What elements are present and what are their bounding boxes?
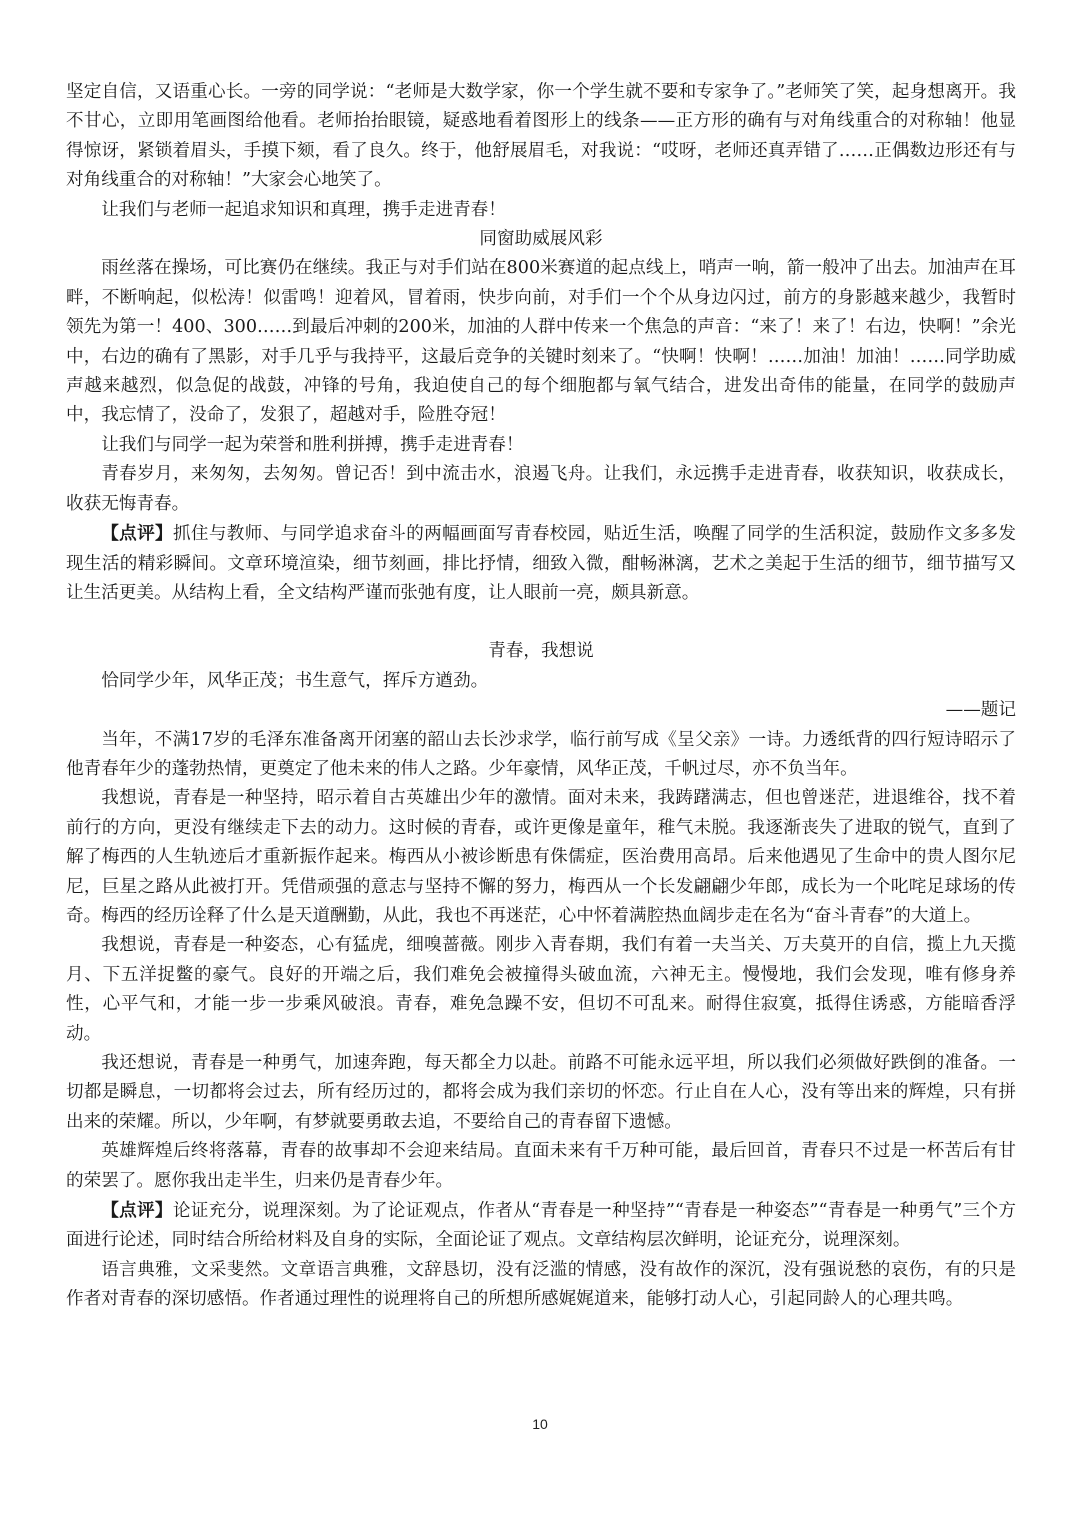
section-gap [66,608,1016,637]
essay-paragraph: 当年，不满17岁的毛泽东准备离开闭塞的韶山去长沙求学，临行前写成《呈父亲》一诗。力透纸背的四行短诗昭示了他青春年少的蓬勃热情，更奠定了他未来的伟人之路。少年豪情，风华正茂，千帆过尽，亦不负当年。 [66,729,1016,779]
paragraph-conclusion: 青春岁月，来匆匆，去匆匆。曾记否！到中流击水，浪遏飞舟。让我们，永远携手走进青春，收获知识，收获成长，收获无悔青春。 [66,464,1016,514]
review-tag: 【点评】 [101,523,173,545]
epigraph-sign: ——题记 [945,700,1016,721]
epigraph: 恰同学少年，风华正茂；书生意气，挥斥方遒劲。 [101,670,489,691]
essay-paragraph: 我想说，青春是一种坚持，昭示着自古英雄出少年的激情。面对未来，我踌躇满志，但也曾迷茫，进退维谷，找不着前行的方向，更没有继续走下去的动力。这时候的青春，或许更像是童年，稚气未脱。我逐渐丧失了进取的锐气，直到了解了梅西的人生轨迹后才重新振作起来。梅西从小被诊断患有侏儒症，医治费用高昂。后来他遇见了生命中的贵人图尔尼尼，巨星之路从此被打开。凭借顽强的意志与坚持不懈的努力，梅西从一个长发翩翩少年郎，成长为一个叱咤足球场的传奇。梅西的经历诠释了什么是天道酬勤，从此，我也不再迷茫，心中怀着满腔热血阔步走在名为“奋斗青春”的大道上。 [66,788,1016,926]
paragraph-teacher-summary: 让我们与老师一起追求知识和真理，携手走进青春！ [101,199,506,220]
review-tag: 【点评】 [101,1200,173,1222]
document-body [66,78,1016,1315]
essay-paragraph: 我想说，青春是一种姿态，心有猛虎，细嗅蔷薇。刚步入青春期，我们有着一夫当关、万夫莫开的自信，揽上九天揽月、下五洋捉鳖的豪气。良好的开端之后，我们难免会被撞得头破血流，六神无主。慢慢地，我们会发现，唯有修身养性，心平气和，才能一步一步乘风破浪。青春，难免急躁不安，但切不可乱来。耐得住寂寞，抵得住诱惑，方能暗香浮动。 [66,935,1016,1044]
review-paragraph-1 [66,519,1016,608]
closing-paragraph: 语言典雅，文采斐然。文章语言典雅，文辞恳切，没有泛滥的情感，没有故作的深沉，没有强说愁的哀伤，有的只是作者对青春的深切感悟。作者通过理性的说理将自己的所想所感娓娓道来，能够打动人心，引起同龄人的心理共鸣。 [66,1259,1016,1310]
essay-paragraph: 我还想说，青春是一种勇气，加速奔跑，每天都全力以赴。前路不可能永远平坦，所以我们必须做好跌倒的准备。一切都是瞬息，一切都将会过去，所有经历过的，都将会成为我们亲切的怀恋。行止自在人心，没有等出来的辉煌，只有拼出来的荣耀。所以，少年啊，有梦就要勇敢去追，不要给自己的青春留下遗憾。 [66,1053,1016,1132]
page-number: 10 [532,1416,548,1432]
review-paragraph-2 [66,1196,1016,1256]
paragraph-race: 雨丝落在操场，可比赛仍在继续。我正与对手们站在800米赛道的起点线上，哨声一响，箭一般冲了出去。加油声在耳畔，不断响起，似松涛！似雷鸣！迎着风，冒着雨，快步向前，对手们一个个从身边闪过，前方的身影越来越少，我暂时领先为第一！400、300……到最后冲刺的200米，加油的人群中传来一个焦急的声音：“来了！来了！右边，快啊！”余光中，右边的确有了黑影，对手几乎与我持平，这最后竞争的关键时刻来了。“快啊！快啊！……加油！加油！……同学助威声越来越烈，似急促的战鼓，冲锋的号角，我迫使自己的每个细胞都与氧气结合，进发出奇伟的能量，在同学的鼓励声中，我忘情了，没命了，发狠了，超越对手，险胜夺冠！ [66,258,1016,426]
review-text: 论证充分，说理深刻。为了论证观点，作者从“青春是一种坚持”“青春是一种姿态”“青春是一种勇气”三个方面进行论述，同时结合所给材料及自身的实际，全面论证了观点。文章结构层次鲜明，论证充分，说理深刻。 [66,1201,1016,1251]
paragraph-classmates-summary: 让我们与同学一起为荣誉和胜利拼搏，携手走进青春！ [101,434,524,455]
essay-title: 青春，我想说 [488,641,594,662]
subtitle-classmates: 同窗助威展风彩 [479,229,603,250]
paragraph-continued: 坚定自信，又语重心长。一旁的同学说：“老师是大数学家，你一个学生就不要和专家争了。”老师笑了笑，起身想离开。我不甘心，立即用笔画图给他看。老师抬抬眼镜，疑惑地看着图形上的线条——正方形的确有与对角线重合的对称轴！他显得惊讶，紧锁着眉头，手摸下颏，看了良久。终于，他舒展眉毛，对我说：“哎呀，老师还真弄错了……正偶数边形还有与对角线重合的对称轴！”大家会心地笑了。 [66,82,1016,191]
essay-paragraph: 英雄辉煌后终将落幕，青春的故事却不会迎来结局。直面未来有千万种可能，最后回首，青春只不过是一杯苦后有甘的荣罢了。愿你我出走半生，归来仍是青春少年。 [66,1141,1016,1191]
review-text: 抓住与教师、与同学追求奋斗的两幅画面写青春校园，贴近生活，唤醒了同学的生活积淀，鼓励作文多多发现生活的精彩瞬间。文章环境渲染，细节刻画，排比抒情，细致入微，酣畅淋漓，艺术之美起于生活的细节，细节描写又让生活更美。从结构上看，全文结构严谨而张弛有度，让人眼前一亮，颇具新意。 [66,524,1016,603]
